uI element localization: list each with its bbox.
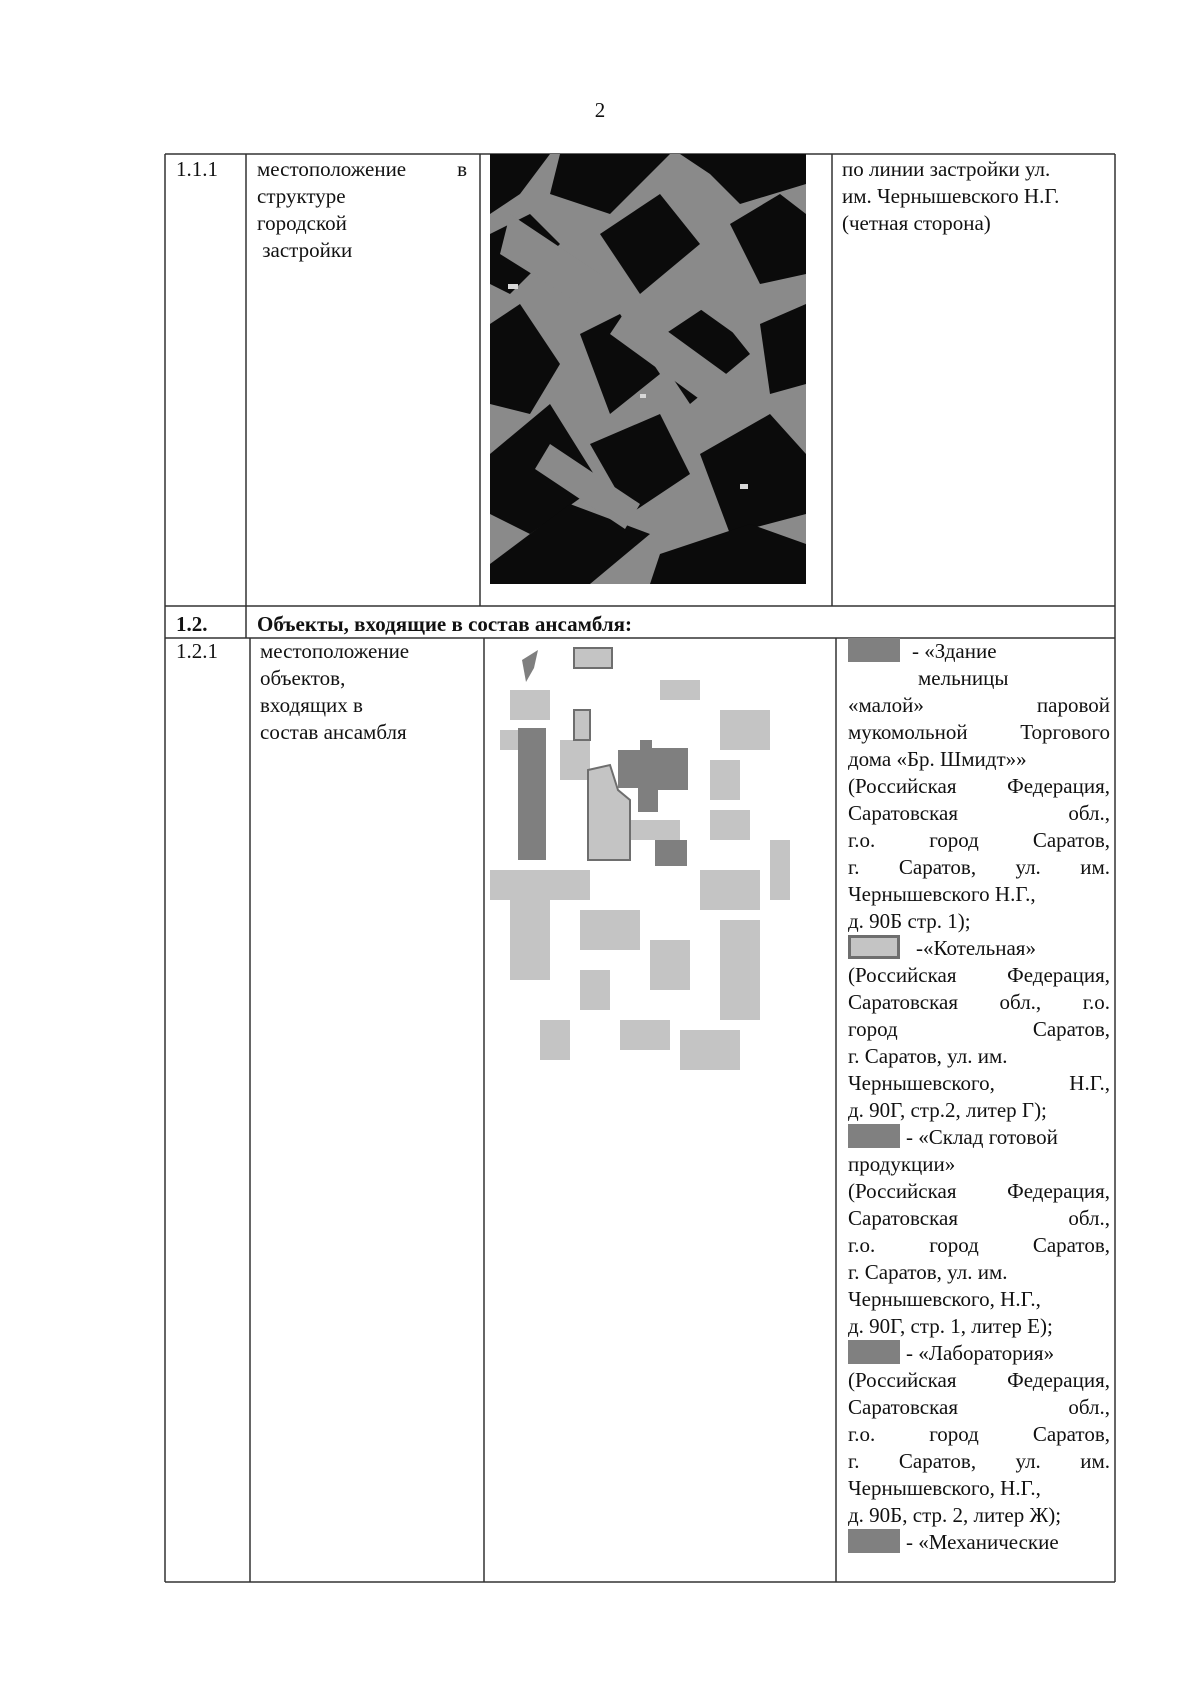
legend-item bbox=[848, 1124, 1110, 1340]
text-line: Саратовская обл., bbox=[848, 801, 1110, 825]
aerial-photo bbox=[490, 154, 806, 584]
text-line: - «Склад готовой bbox=[848, 1124, 1110, 1151]
text-line: состав ансамбля bbox=[260, 720, 407, 744]
row-description bbox=[842, 156, 1110, 237]
legend bbox=[848, 638, 1110, 1556]
text-line: (Российская Федерация, bbox=[848, 774, 1110, 798]
text-line: Чернышевского, Н.Г., bbox=[848, 1476, 1041, 1500]
text-line: г. Саратов, ул. им. bbox=[848, 1044, 1008, 1068]
text-line: г.о. город Саратов, bbox=[848, 1233, 1110, 1257]
text-line: «малой» паровой bbox=[848, 693, 1110, 717]
text-line: -«Котельная» bbox=[848, 935, 1110, 962]
text-line: г.о. город Саратов, bbox=[848, 1422, 1110, 1446]
text-line: д. 90Г, стр.2, литер Г); bbox=[848, 1098, 1047, 1122]
text-line: местоположение bbox=[260, 639, 410, 663]
attribute-label bbox=[257, 156, 467, 264]
section-heading: Объекты, входящие в состав ансамбля: bbox=[257, 612, 632, 636]
legend-item bbox=[848, 638, 1110, 935]
text-line: объектов, bbox=[260, 666, 346, 690]
text-line: Саратовская обл., г.о. bbox=[848, 990, 1110, 1014]
legend-swatch bbox=[848, 935, 900, 959]
section-number: 1.2. bbox=[176, 612, 208, 636]
text-line: городской bbox=[257, 211, 347, 235]
legend-swatch bbox=[848, 1124, 900, 1148]
text-line: мукомольной Торгового bbox=[848, 720, 1110, 744]
attribute-label bbox=[260, 638, 470, 746]
text-line: Чернышевского Н.Г., bbox=[848, 882, 1036, 906]
text-line: д. 90Б стр. 1); bbox=[848, 909, 971, 933]
text-line: (Российская Федерация, bbox=[848, 963, 1110, 987]
text-line: (четная сторона) bbox=[842, 211, 991, 235]
page-number: 2 bbox=[594, 98, 606, 122]
text-line: город Саратов, bbox=[848, 1017, 1110, 1041]
text-line: им. Чернышевского Н.Г. bbox=[842, 184, 1060, 208]
text-line: - «Лаборатория» bbox=[848, 1340, 1110, 1367]
text-line: структуре bbox=[257, 184, 346, 208]
text-line: г. Саратов, ул. им. bbox=[848, 855, 1110, 879]
text-line: - «Механические bbox=[848, 1529, 1110, 1556]
text-line: (Российская Федерация, bbox=[848, 1368, 1110, 1392]
text-line: г. Саратов, ул. им. bbox=[848, 1449, 1110, 1473]
text-line: Чернышевского, Н.Г., bbox=[848, 1287, 1041, 1311]
text-line: Саратовская обл., bbox=[848, 1395, 1110, 1419]
text-line: мельницы bbox=[918, 666, 1009, 690]
legend-swatch bbox=[848, 1529, 900, 1553]
legend-swatch bbox=[848, 1340, 900, 1364]
text-line: д. 90Б, стр. 2, литер Ж); bbox=[848, 1503, 1062, 1527]
text-line: г. Саратов, ул. им. bbox=[848, 1260, 1008, 1284]
row-number: 1.1.1 bbox=[176, 157, 218, 181]
text-line: продукции» bbox=[848, 1152, 956, 1176]
legend-item bbox=[848, 1340, 1110, 1529]
text-line: Саратовская обл., bbox=[848, 1206, 1110, 1230]
legend-item bbox=[848, 1529, 1110, 1556]
text-line: местоположение в bbox=[257, 157, 467, 181]
text-line: - «Здание bbox=[848, 638, 1110, 665]
text-line: д. 90Г, стр. 1, литер Е); bbox=[848, 1314, 1053, 1338]
legend-item bbox=[848, 935, 1110, 1124]
text-line: (Российская Федерация, bbox=[848, 1179, 1110, 1203]
row-number: 1.2.1 bbox=[176, 639, 218, 663]
text-line: дома «Бр. Шмидт»» bbox=[848, 747, 1027, 771]
text-line: Чернышевского, Н.Г., bbox=[848, 1071, 1110, 1095]
text-line: по линии застройки ул. bbox=[842, 157, 1051, 181]
text-line: г.о. город Саратов, bbox=[848, 828, 1110, 852]
legend-swatch bbox=[848, 638, 900, 662]
site-plan bbox=[490, 640, 820, 1090]
text-line: застройки bbox=[257, 238, 353, 262]
text-line: входящих в bbox=[260, 693, 363, 717]
